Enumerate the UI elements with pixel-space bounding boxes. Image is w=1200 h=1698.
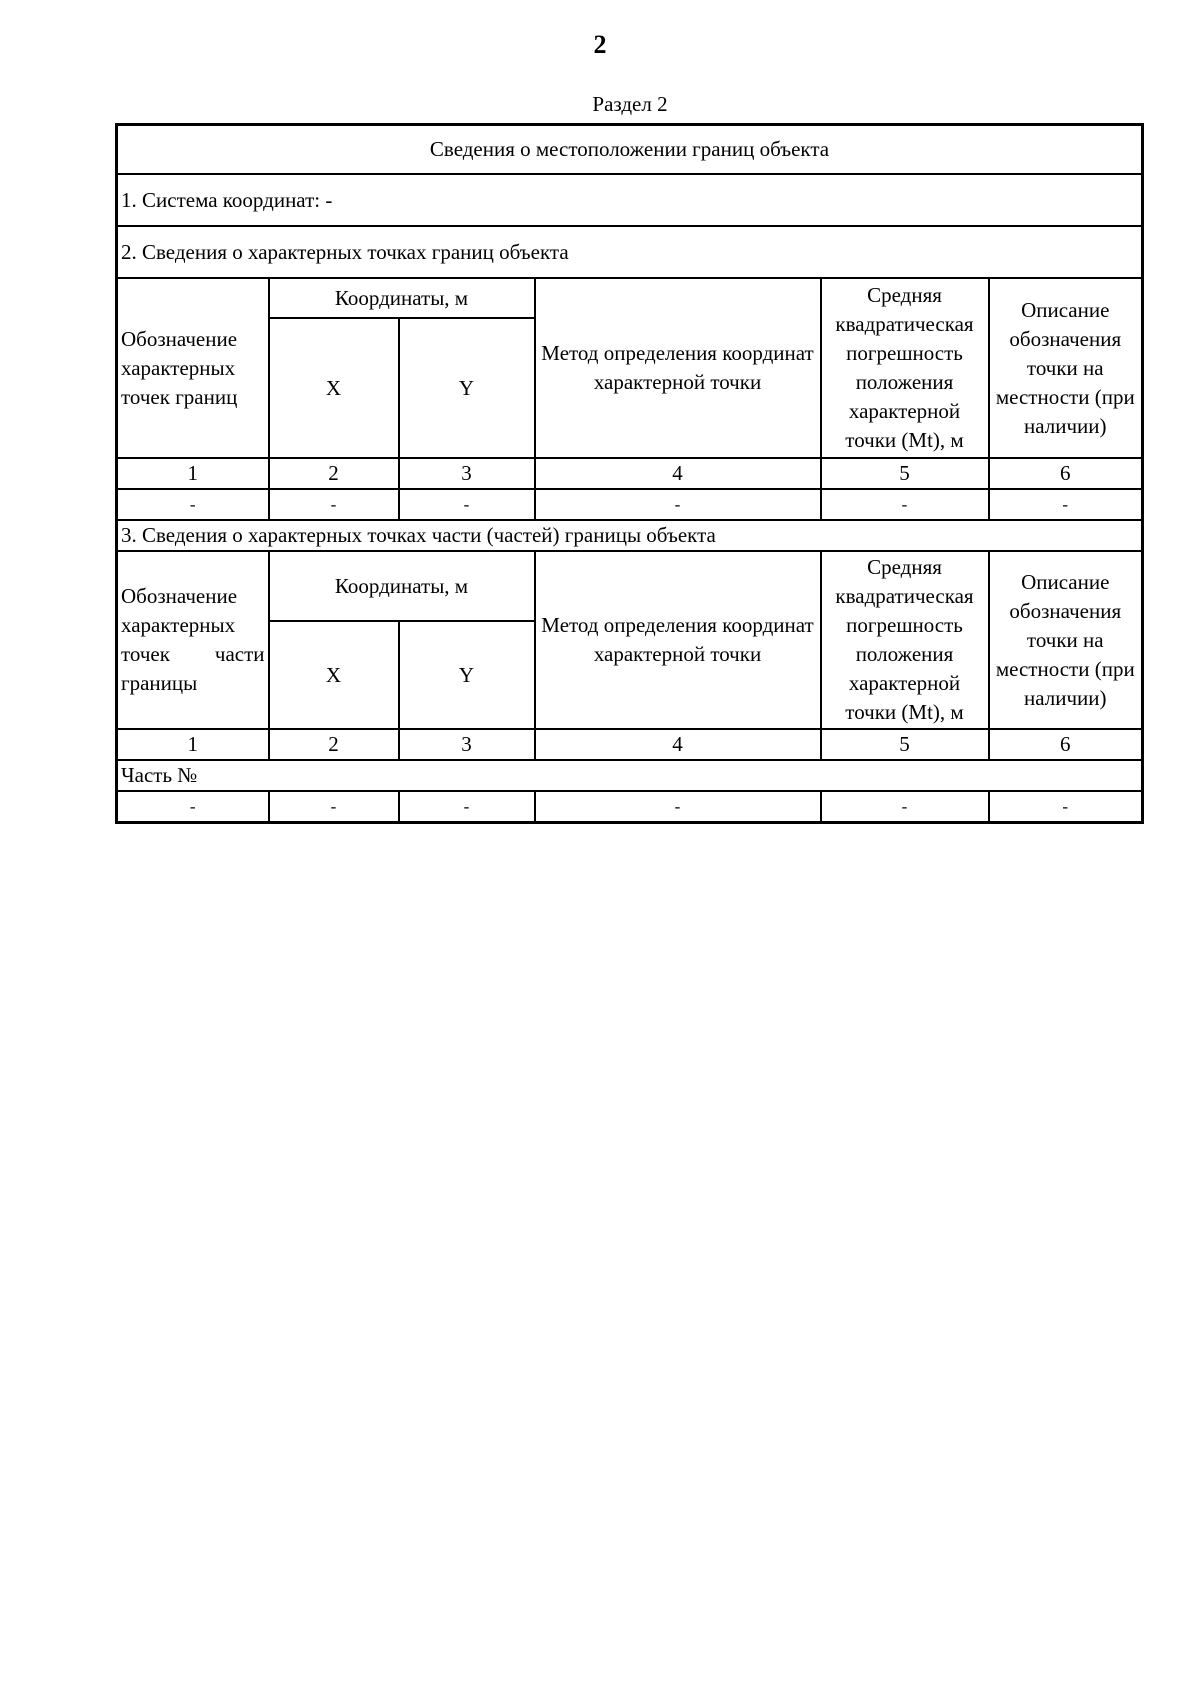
block2-num-6: 6 <box>989 458 1143 489</box>
block2-row-cell: - <box>821 489 989 520</box>
block2-row-cell: - <box>117 489 269 520</box>
block3-row-cell: - <box>399 791 535 823</box>
block3-row-cell: - <box>989 791 1143 823</box>
block2-col-error: Средняя квадратическая погрешность положения характерной точки (Mt), м <box>821 278 989 458</box>
section-label: Раздел 2 <box>592 92 668 116</box>
block2-col-designation: Обозначение характерных точек границ <box>117 278 269 458</box>
block2-col-y: Y <box>399 318 535 458</box>
block3-col-error: Средняя квадратическая погрешность положения характерной точки (Mt), м <box>821 551 989 729</box>
block3-row-cell: - <box>821 791 989 823</box>
block3-col-y: Y <box>399 621 535 729</box>
block3-num-3: 3 <box>399 729 535 760</box>
block3-col-description: Описание обозначения точки на местности (при наличии) <box>989 551 1143 729</box>
block3-heading: 3. Сведения о характерных точках части (частей) границы объекта <box>117 520 1143 551</box>
block2-row-cell: - <box>989 489 1143 520</box>
part-label: Часть № <box>117 760 1143 791</box>
block2-col-method: Метод определения координат характерной точки <box>535 278 821 458</box>
block2-num-1: 1 <box>117 458 269 489</box>
block3-col-coords: Координаты, м <box>269 551 535 621</box>
block3-num-5: 5 <box>821 729 989 760</box>
block3-row-cell: - <box>535 791 821 823</box>
block2-col-x: X <box>269 318 399 458</box>
block3-row-cell: - <box>117 791 269 823</box>
block3-row-cell: - <box>269 791 399 823</box>
block2-col-coords: Координаты, м <box>269 278 535 318</box>
block2-heading: 2. Сведения о характерных точках границ объекта <box>117 226 1143 278</box>
block2-row-cell: - <box>535 489 821 520</box>
block2-num-2: 2 <box>269 458 399 489</box>
boundary-info-table <box>115 123 1144 824</box>
block2-col-description: Описание обозначения точки на местности (при наличии) <box>989 278 1143 458</box>
page-number: 2 <box>593 30 607 59</box>
block2-num-3: 3 <box>399 458 535 489</box>
block3-num-4: 4 <box>535 729 821 760</box>
block3-num-1: 1 <box>117 729 269 760</box>
block3-num-6: 6 <box>989 729 1143 760</box>
block2-row-cell: - <box>269 489 399 520</box>
block3-num-2: 2 <box>269 729 399 760</box>
block2-num-4: 4 <box>535 458 821 489</box>
block2-num-5: 5 <box>821 458 989 489</box>
coordinate-system-line: 1. Система координат: - <box>117 174 1143 226</box>
block2-row-cell: - <box>399 489 535 520</box>
block3-col-x: X <box>269 621 399 729</box>
block3-col-designation: Обозначение характерных точек части границы <box>117 551 269 729</box>
table-title: Сведения о местоположении границ объекта <box>117 125 1143 175</box>
block3-col-method: Метод определения координат характерной точки <box>535 551 821 729</box>
